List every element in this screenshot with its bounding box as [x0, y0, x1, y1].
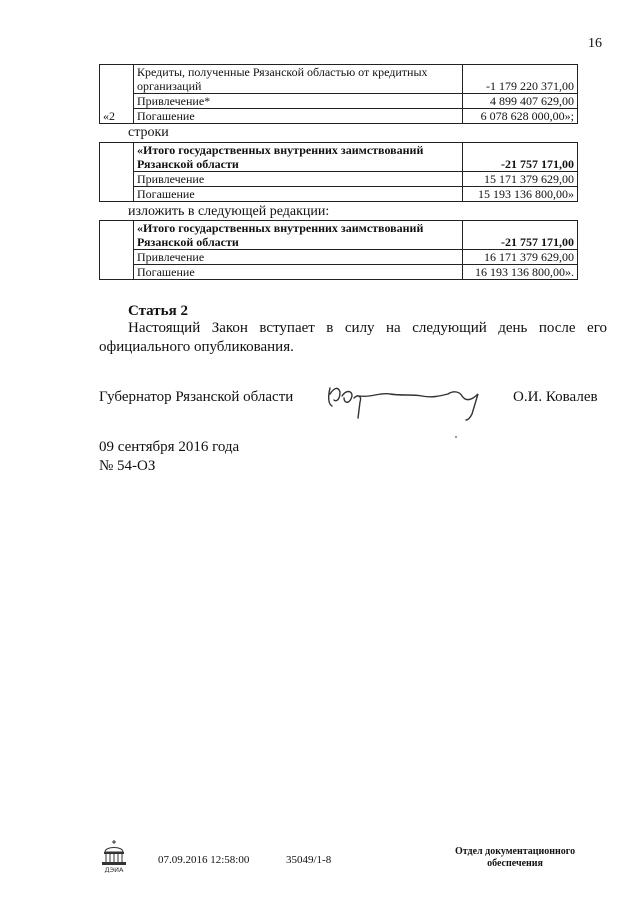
table-row: [100, 265, 578, 280]
signing-date: 09 сентября 2016 года: [99, 439, 240, 455]
governor-title: Губернатор Рязанской области: [99, 389, 294, 405]
table-cell-label: «Итого государственных внутренних заимствований Рязанской области: [134, 143, 463, 172]
credits-table: [99, 64, 578, 124]
table-cell-label: Погашение: [134, 187, 463, 202]
table-cell-label: «Итого государственных внутренних заимствований Рязанской области: [134, 221, 463, 250]
table-cell-label: Привлечение*: [134, 94, 463, 109]
article-title: Статья 2: [128, 303, 188, 319]
governor-name: О.И. Ковалев: [513, 389, 598, 405]
label-izlozhit: изложить в следующей редакции:: [128, 204, 330, 219]
table-cell-value: 16 171 379 629,00: [463, 250, 578, 265]
table-cell-value: 15 171 379 629,00: [463, 172, 578, 187]
table-cell-value: 6 078 628 000,00»;: [463, 109, 578, 124]
table-cell-label: Привлечение: [134, 250, 463, 265]
footer-timestamp: 07.09.2016 12:58:00: [158, 854, 250, 866]
table-cell-label: Привлечение: [134, 172, 463, 187]
table-cell-label: Погашение: [134, 265, 463, 280]
table-row: [100, 172, 578, 187]
logo-text: ДЭИА: [104, 866, 124, 874]
office-logo-icon: [99, 838, 129, 874]
table-cell-label: Погашение: [134, 109, 463, 124]
table-cell-value: 15 193 136 800,00»: [463, 187, 578, 202]
footer-doc-id: 35049/1-8: [286, 854, 332, 866]
table-cell-value: -21 757 171,00: [463, 143, 578, 172]
page-number: 16: [588, 36, 602, 51]
table-cell-value: 16 193 136 800,00».: [463, 265, 578, 280]
table-row: [100, 109, 578, 124]
table-row: [100, 65, 578, 94]
row-number: «2: [100, 65, 134, 124]
table-cell-label: Кредиты, полученные Рязанской областью от кредитных организаций: [134, 65, 463, 94]
table-row: [100, 187, 578, 202]
table-cell-value: -1 179 220 371,00: [463, 65, 578, 94]
total-borrowing-table-new: [99, 220, 578, 280]
law-number: № 54-ОЗ: [99, 458, 156, 474]
department-stamp: Отдел документационного обеспечения: [455, 846, 576, 869]
total-borrowing-table-old: [99, 142, 578, 202]
speck: [455, 436, 457, 438]
article-text: Настоящий Закон вступает в силу на следующий день после его официального опубликования.: [99, 320, 607, 355]
table-row: [100, 94, 578, 109]
table-row: [100, 250, 578, 265]
signature-image: [322, 374, 502, 424]
table-row: [100, 221, 578, 250]
label-stroki: строки: [128, 125, 169, 140]
table-cell-value: -21 757 171,00: [463, 221, 578, 250]
table-row: [100, 143, 578, 172]
table-cell-value: 4 899 407 629,00: [463, 94, 578, 109]
